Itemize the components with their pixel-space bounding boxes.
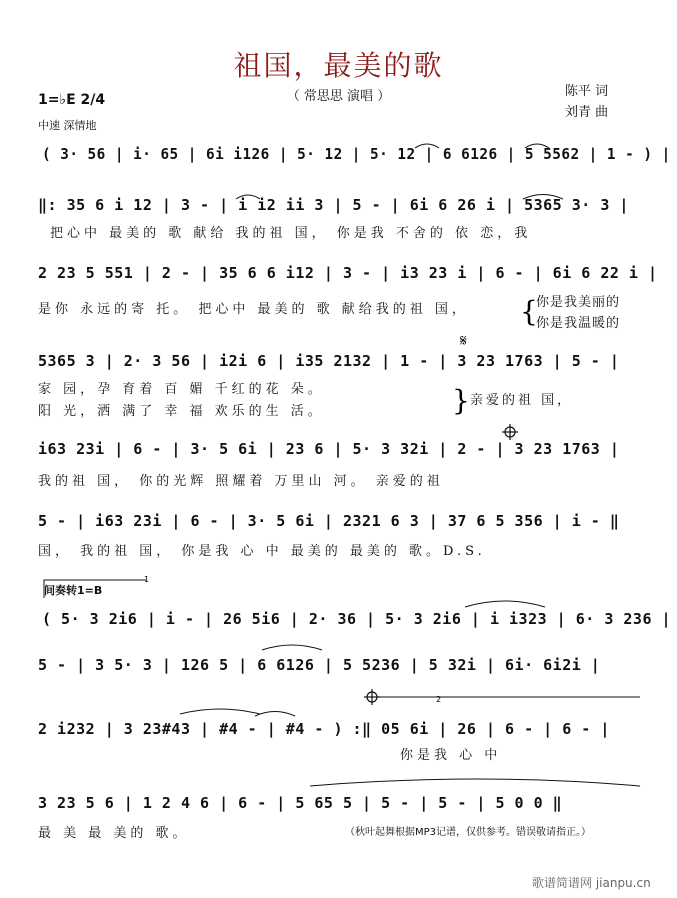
score-row-8: 5 - | 3 5· 3 | 126 5 | 6 6126 | 5 5236 | 5 32i | 6i· 6i2i | (38, 656, 601, 674)
lyrics-row-4-verse1: 家 园，孕 育着 百 媚 千红的花 朵。 (38, 382, 325, 397)
score-row-9: 2 i232 | 3 23#43 | #4 - | #4 - ) :‖ 05 6i | 26 | 6 - | 6 - | (38, 720, 610, 738)
lyrics-row-2: 把心中 最美的 歌 献给 我的祖 国， 你是我 不舍的 依 恋，我 (50, 226, 532, 241)
score-row-7: ( 5· 3 2i6 | i - | 26 5i6 | 2· 36 | 5· 3 2i6 | i i323 | 6· 3 236 | (42, 610, 672, 628)
score-row-10: 3 23 5 6 | 1 2 4 6 | 6 - | 5 65 5 | 5 - | 5 - | 5 0 0 ‖ (38, 794, 563, 812)
lyrics-row-5: 我的祖 国， 你的光辉 照耀着 万里山 河。 亲爱的祖 (38, 474, 444, 489)
lyrics-row-4-refrain: 亲爱的祖 国， (470, 393, 574, 408)
interlude-bracket (44, 580, 146, 598)
segno-icon: 𝄋 (460, 331, 467, 350)
coda-icon (502, 424, 518, 440)
score-row-1: ( 3· 56 | i· 65 | 6i i126 | 5· 12 | 5· 12 | 6 6126 | 5 5562 | 1 - ) | (42, 145, 671, 163)
lyrics-row-4-verse2: 阳 光，洒 满了 幸 福 欢乐的生 活。 (38, 404, 325, 419)
ending-1-marker: 1 (144, 575, 150, 584)
score-row-6: 5 - | i63 23i | 6 - | 3· 5 6i | 2321 6 3 | 37 6 5 356 | i - ‖ (38, 512, 620, 530)
site-watermark: 歌谱简谱网 jianpu.cn (532, 876, 651, 890)
lyricist-credit: 陈平 词 (565, 84, 609, 99)
score-row-4: 5365 3 | 2· 3 56 | i2i 6 | i35 2132 | 1 - | 3 23 1763 | 5 - | (38, 352, 620, 370)
brace-icon: { (520, 295, 538, 328)
composer-credit: 刘青 曲 (565, 105, 609, 120)
coda-icon-2 (364, 689, 380, 705)
lyrics-row-10: 最 美 最 美的 歌。 (38, 826, 190, 841)
score-row-3: 2 23 5 551 | 2 - | 35 6 6 i12 | 3 - | i3 23 i | 6 - | 6i 6 22 i | (38, 264, 658, 282)
singer-credit: （ 常思思 演唱 ） (286, 89, 391, 104)
score-row-5: i63 23i | 6 - | 3· 5 6i | 23 6 | 5· 3 32i | 2 - | 3 23 1763 | (38, 440, 620, 458)
key-signature: 1=♭E 2/4 (38, 92, 106, 108)
brace-icon-2: } (452, 384, 470, 417)
lyrics-row-9: 你是我 心 中 (400, 748, 502, 763)
tempo-marking: 中速 深情地 (38, 119, 97, 132)
lyrics-row-3: 是你 永远的寄 托。 把心中 最美的 歌 献给我的祖 国， (38, 302, 469, 317)
interlude-label: 间奏转1=B (44, 584, 103, 597)
lyrics-row-3-alt1: 你是我美丽的 (536, 295, 621, 310)
transcription-note: （秋叶起舞根据MP3记谱，仅供参考。错误敬请指正。） (345, 827, 592, 838)
lyrics-row-3-alt2: 你是我温暖的 (536, 316, 621, 331)
song-title: 祖国，最美的歌 (233, 49, 444, 82)
lyrics-row-6: 国， 我的祖 国， 你是我 心 中 最美的 最美的 歌。D.S. (38, 544, 486, 559)
ending-2-marker: 2 (436, 695, 442, 704)
score-row-2: ‖: 35 6 i 12 | 3 - | i i2 ii 3 | 5 - | 6i 6 26 i | 5365 3· 3 | (38, 196, 629, 214)
